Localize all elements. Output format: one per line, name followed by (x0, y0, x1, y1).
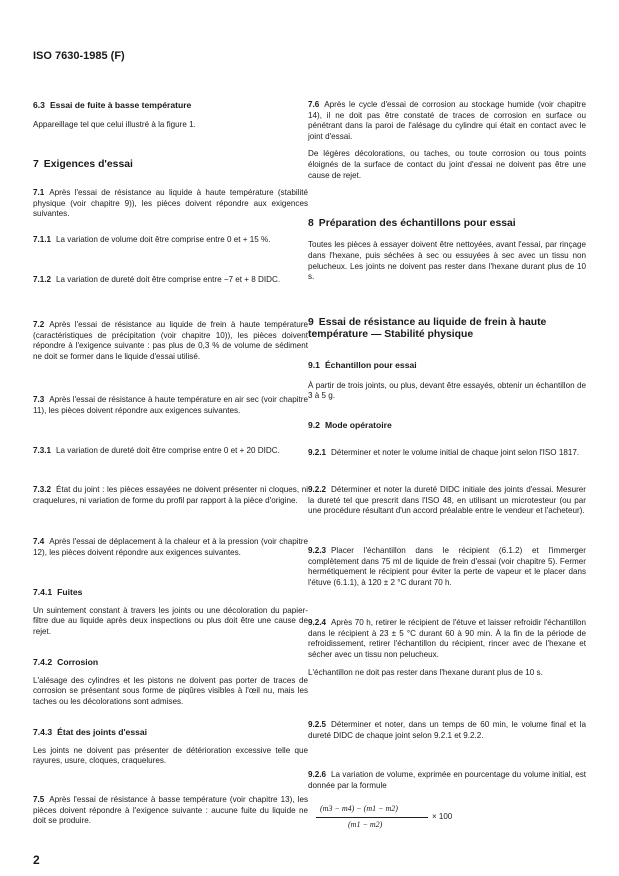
section-9-2-6 (308, 770, 586, 791)
paragraph: Après 70 h, retirer le récipient de l'étuve et laisser refroidir l'échantillon dans le récipient à 23 ± 5 °C durant 60 à 90 min. À la fin de la période de refroidissement, retirer l'échantillon du récipient, rincer avec de l'hexane et sécher avec un tissu non pelucheux. (308, 618, 586, 659)
section-number: 6.3 (33, 100, 45, 110)
paragraph: La variation de volume, exprimée en pourcentage du volume initial, est donnée par la formule (308, 770, 586, 790)
section-6-3 (33, 100, 308, 130)
section-number: 7.4.1 (33, 587, 53, 597)
section-title: Corrosion (57, 657, 99, 667)
section-number: 9.2.4 (308, 618, 327, 627)
section-title: Mode opératoire (324, 420, 392, 430)
section-9-2-5 (308, 720, 586, 741)
paragraph: Les joints ne doivent pas présenter de détérioration excessive telle que rayures, usure, cloques, craquelures. (33, 745, 308, 766)
paragraph: Après l'essai de résistance à basse température (voir chapitre 13), les pièces doivent répondre à l'exigence suivante : aucune fuite du liquide ne doit se produire. (33, 795, 308, 826)
section-title: Échantillon pour essai (324, 360, 417, 370)
fraction-bar (316, 817, 428, 818)
section-number: 7.6 (308, 100, 320, 109)
section-title: État des joints d'essai (57, 727, 148, 737)
page-number: 2 (33, 853, 40, 867)
section-number: 9.2 (308, 420, 320, 430)
section-7-3-2 (33, 485, 308, 506)
paragraph: La variation de dureté doit être comprise entre 0 et + 20 DIDC. (56, 446, 280, 455)
paragraph: Toutes les pièces à essayer doivent être nettoyées, avant l'essai, par rinçage dans l'hexane, puis séchées à sec ou essuyées à sec avec un tissu non pelucheux. Les joints ne doivent pas rester dans l'hexane durant plus de 10 s. (308, 240, 586, 282)
section-9-2-3 (308, 546, 586, 588)
standard-id: ISO 7630-1985 (F) (33, 50, 125, 62)
formula-multiplier: × 100 (432, 812, 453, 821)
section-number: 9.1 (308, 360, 320, 370)
paragraph: L'échantillon ne doit pas rester dans l'hexane durant plus de 10 s. (308, 668, 543, 678)
paragraph: Déterminer et noter la dureté DIDC initiale des joints d'essai. Mesurer la dureté tel que prescrit dans l'ISO 48, en utilisant un microtesteur (ou par une procédure résultant d'un accord préalable entre le vendeur et l'acheteur). (308, 485, 586, 516)
section-7-4-3 (33, 727, 308, 767)
section-number: 7.4.2 (33, 657, 53, 667)
section-number: 9.2.6 (308, 770, 327, 779)
section-7-6 (308, 100, 586, 181)
paragraph: Un suintement constant à travers les joints ou une décoloration du papier-filtre due au liquide après deux inspections ou plus doit être une cause de rejet. (33, 605, 308, 636)
section-number: 7.3 (33, 395, 45, 404)
section-number: 9.2.3 (308, 546, 327, 555)
section-7 (33, 159, 308, 171)
section-number: 9.2.2 (308, 485, 327, 494)
section-7-5 (33, 795, 308, 827)
section-title: Exigences d'essai (43, 159, 133, 170)
paragraph: De légères décolorations, ou taches, ou toute corrosion ou tous points éloignés de la surface de contact du joint d'essai ne doivent pas être une cause de rejet. (308, 149, 586, 180)
section-number: 9.2.1 (308, 448, 327, 457)
paragraph: À partir de trois joints, ou plus, devant être essayés, obtenir un échantillon de 3 à 5 g. (308, 380, 586, 401)
paragraph: La variation de dureté doit être comprise entre −7 et + 8 DIDC. (56, 275, 281, 284)
section-title: Fuites (57, 587, 83, 597)
section-7-3 (33, 395, 308, 416)
section-number: 7.4 (33, 537, 45, 546)
section-7-4 (33, 537, 308, 558)
paragraph: Déterminer et noter le volume initial de chaque joint selon l'ISO 1817. (331, 448, 580, 457)
paragraph: Après l'essai de résistance à haute température en air sec (voir chapitre 11), les pièces doivent répondre aux exigences suivantes. (33, 395, 308, 415)
paragraph: Après l'essai de résistance au liquide de frein à haute température (caractéristiques de précipitation (voir chapitre 10)), les pièces doivent répondre à l'exigence suivante : pas plus de 0,3 % de volume de sédiment ne doit se former dans le liquide d'essai utilisé. (33, 320, 308, 361)
section-title: Préparation des échantillons pour essai (318, 218, 516, 229)
section-9-2-4 (308, 618, 586, 679)
section-7-3-1 (33, 446, 308, 457)
section-7-1-1 (33, 235, 308, 246)
section-number: 9.2.5 (308, 720, 327, 729)
paragraph: La variation de volume doit être comprise entre 0 et + 15 %. (56, 235, 271, 244)
section-title: Essai de fuite à basse température (49, 100, 192, 110)
section-number: 7.1.1 (33, 235, 52, 244)
paragraph: L'alésage des cylindres et les pistons ne doivent pas porter de traces de corrosion se présentant sous forme de piqûres visibles à l'œil nu, mais les taches ou les décolorations sont admises. (33, 675, 308, 706)
section-7-1 (33, 188, 308, 220)
section-7-4-2 (33, 657, 308, 707)
section-9-2-1 (308, 448, 586, 459)
section-number: 8 (308, 218, 314, 229)
section-number: 7.1 (33, 188, 45, 197)
formula-denominator: (m1 − m2) (348, 820, 383, 829)
section-8 (308, 218, 586, 283)
paragraph: Après le cycle d'essai de corrosion au stockage humide (voir chapitre 14), il ne doit pas être constaté de traces de corrosion en surface ou pénétrant dans la paroi de l'alésage du cylindre qui était en contact avec le joint d'essai. (308, 100, 586, 141)
section-7-1-2 (33, 275, 308, 286)
section-number: 7.3.2 (33, 485, 52, 494)
section-number: 7.4.3 (33, 727, 53, 737)
section-9-1 (308, 360, 586, 402)
section-number: 7.3.1 (33, 446, 52, 455)
section-9-2-2 (308, 485, 586, 517)
formula-numerator: (m3 − m4) − (m1 − m2) (320, 804, 398, 813)
section-title: Essai de résistance au liquide de frein à haute température — Stabilité physique (308, 317, 547, 341)
paragraph: Déterminer et noter, dans un temps de 60 min, le volume final et la dureté DIDC de chaque joint selon 9.2.1 et 9.2.2. (308, 720, 586, 740)
section-number: 7.5 (33, 795, 45, 804)
paragraph: Après l'essai de déplacement à la chaleur et à la pression (voir chapitre 12), les pièces doivent répondre aux exigences suivantes. (33, 537, 308, 557)
section-7-2 (33, 320, 308, 362)
paragraph: Appareillage tel que celui illustré à la figure 1. (33, 119, 196, 129)
paragraph: Après l'essai de résistance au liquide à haute température (stabilité physique (voir chapitre 9)), les pièces doivent répondre aux exigences suivantes. (33, 188, 308, 219)
section-number: 7.2 (33, 320, 45, 329)
paragraph: Placer l'échantillon dans le récipient (6.1.2) et l'immerger complètement dans 75 ml de liquide de frein d'essai (voir chapitre 5). Fermer hermétiquement le récipient pour éviter la perte de vapeur et le placer dans l'étuve (6.1.1), à 120 ± 2 °C durant 70 h. (308, 546, 586, 587)
section-number: 9 (308, 317, 314, 328)
section-9 (308, 317, 586, 342)
section-7-4-1 (33, 587, 308, 637)
section-number: 7.1.2 (33, 275, 52, 284)
section-number: 7 (33, 159, 39, 170)
volume-change-formula (316, 804, 466, 838)
section-9-2 (308, 420, 586, 431)
paragraph: État du joint : les pièces essayées ne doivent présenter ni cloques, ni craquelures, ni variation de forme du profil par rapport à la pièce d'origine. (33, 485, 308, 505)
